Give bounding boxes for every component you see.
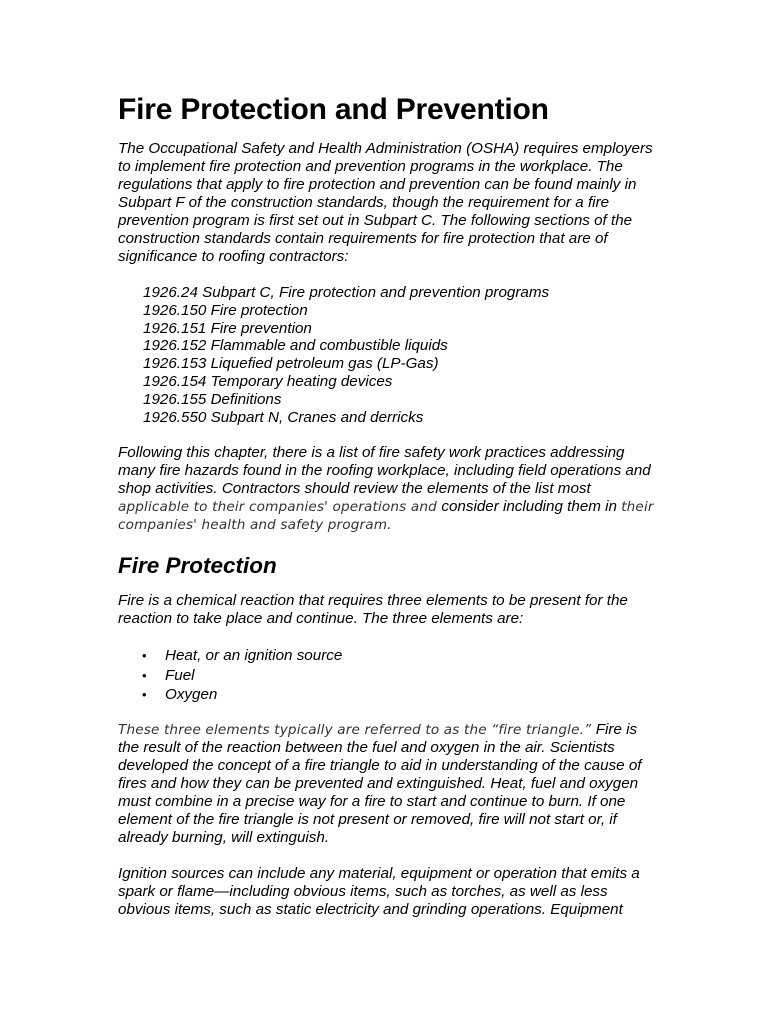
following-text-2: applicable to their companies' operations and [118, 499, 442, 516]
standards-list-item: 1926.151 Fire prevention [143, 319, 312, 337]
following-text-4: their companies' health and safety program. [118, 499, 654, 534]
standards-list-item: 1926.155 Definitions [143, 390, 282, 408]
fire-element-label: Heat, or an ignition source [165, 647, 343, 665]
fire-element-item [118, 646, 658, 666]
fire-element-label: Oxygen [165, 686, 218, 704]
fire-element-item [118, 685, 658, 705]
standards-list [118, 284, 658, 426]
following-text-3: consider including them in [441, 498, 622, 516]
page-title: Fire Protection and Prevention [118, 93, 549, 126]
standards-list-item: 1926.150 Fire protection [143, 301, 308, 319]
document-page [118, 90, 658, 919]
bullet-icon: • [142, 687, 147, 703]
section-heading-fire-protection: Fire Protection [118, 553, 277, 579]
following-paragraph [118, 444, 658, 534]
fire-triangle-text-2: Fire is the result of the reaction between the fuel and oxygen in the air. Scientists developed the concept of a fire triangle to aid in understanding of the cause of fires and how they can be prevented and extinguished. Heat, fuel and oxygen must combine in a precise way for a fire to start and continue to burn. If one element of the fire triangle is not present or removed, fire will not start or, if already burning, will extinguish. [118, 720, 642, 846]
standards-list-item: 1926.550 Subpart N, Cranes and derricks [143, 408, 424, 426]
standards-list-item: 1926.154 Temporary heating devices [143, 372, 393, 390]
following-text-1: Following this chapter, there is a list of fire safety work practices addressing many fire hazards found in the roofing workplace, including field operations and shop activities. Contractors should review the elements of the list most [118, 444, 651, 498]
standards-list-item: 1926.152 Flammable and combustible liquids [143, 337, 448, 355]
fire-intro-paragraph: Fire is a chemical reaction that requires three elements to be present for the reaction to take place and continue. The three elements are: [118, 592, 628, 628]
fire-elements-list [118, 646, 658, 705]
standards-list-item: 1926.153 Liquefied petroleum gas (LP-Gas) [143, 355, 439, 373]
fire-triangle-paragraph [118, 721, 658, 847]
fire-element-item [118, 666, 658, 686]
fire-element-label: Fuel [165, 666, 195, 684]
intro-paragraph: The Occupational Safety and Health Administration (OSHA) requires employers to implement fire protection and prevention programs in the workplace. The regulations that apply to fire protection and prevention can be found mainly in Subpart F of the construction standards, though the requirement for a fire prevention program is first set out in Subpart C. The following sections of the construction standards contain requirements for fire protection that are of significance to roofing contractors: [118, 140, 653, 265]
standards-list-item: 1926.24 Subpart C, Fire protection and prevention programs [143, 284, 550, 301]
fire-triangle-text-1: These three elements typically are referred to as the “fire triangle.” [118, 721, 596, 738]
ignition-paragraph: Ignition sources can include any material, equipment or operation that emits a spark or flame—including obvious items, such as torches, as well as less obvious items, such as static electricity and grinding operations. Equipment [118, 864, 640, 918]
bullet-icon: • [142, 667, 147, 683]
bullet-icon: • [142, 648, 147, 664]
